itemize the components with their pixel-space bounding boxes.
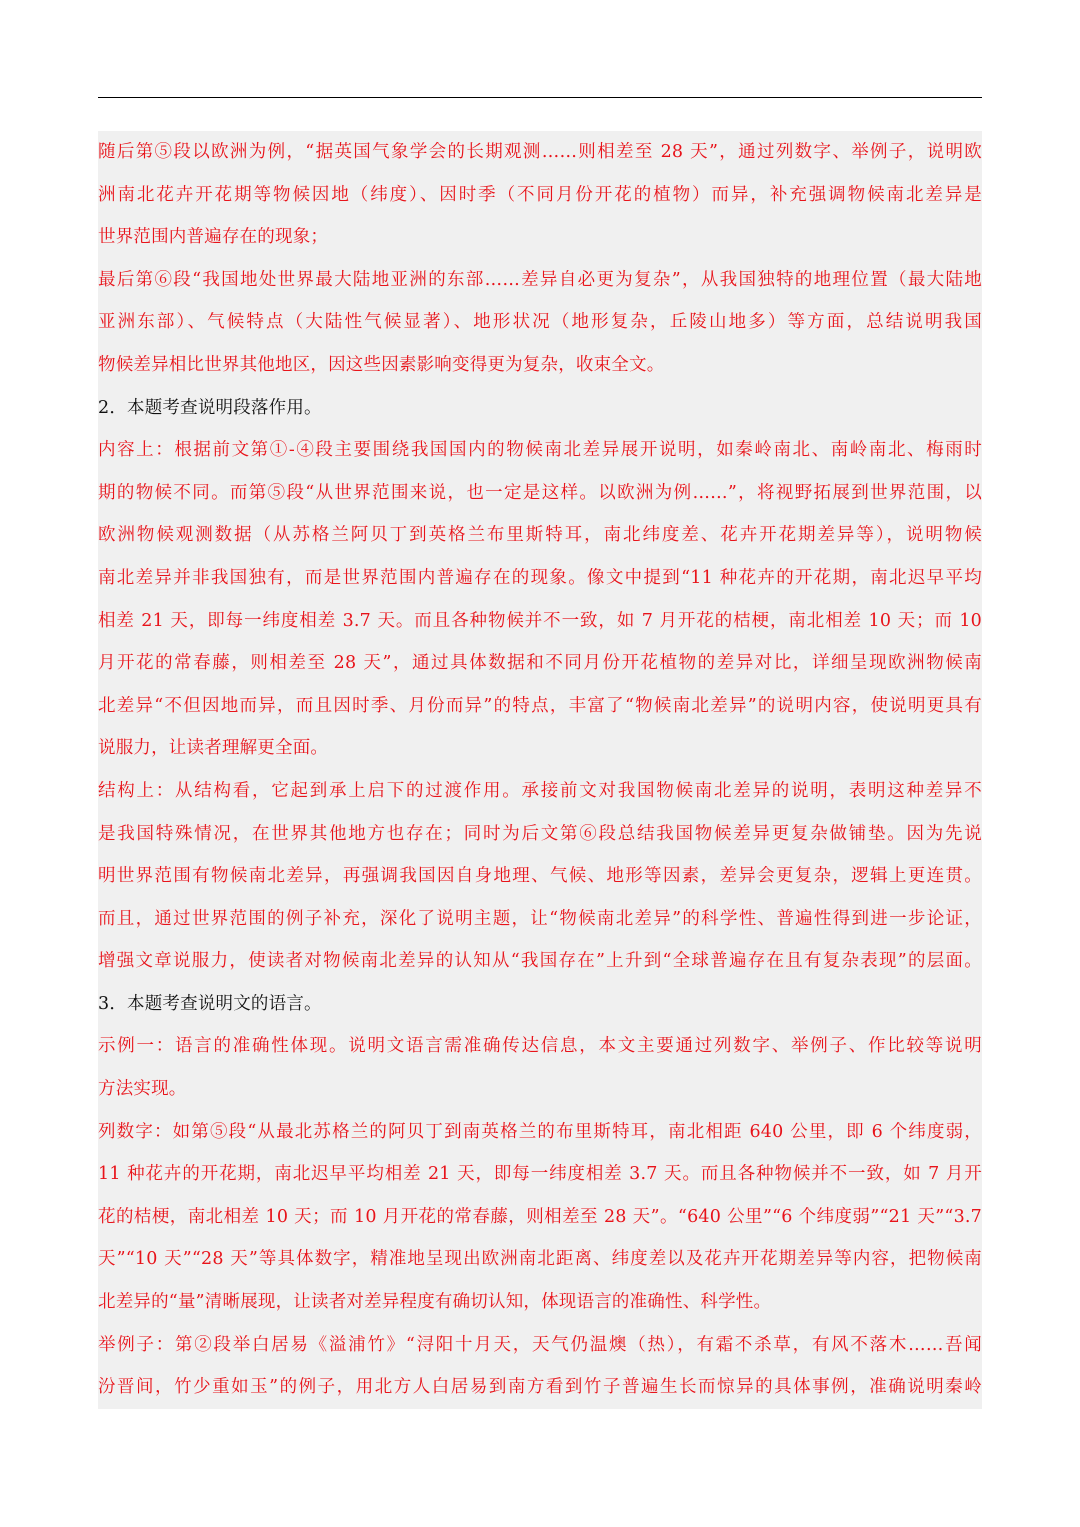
analysis-text-line: 方法实现。 — [98, 1079, 187, 1100]
analysis-text-line: 物候差异相比世界其他地区，因这些因素影响变得更为复杂，收束全文。 — [98, 354, 665, 375]
analysis-text-line: 世界范围内普遍存在的现象； — [98, 227, 329, 248]
analysis-text-line: 11 种花卉的开花期，南北迟早平均相差 21 天，即每一纬度相差 3.7 天。而且各种物候并不一致，如 7 月开 — [98, 1164, 982, 1185]
analysis-text-line: 示例一：语言的准确性体现。说明文语言需准确传达信息，本文主要通过列数字、举例子、作比较等说明 — [98, 1036, 982, 1057]
analysis-text-line: 北差异的“量”清晰展现，让读者对差异程度有确切认知，体现语言的准确性、科学性。 — [98, 1292, 772, 1313]
analysis-text-line: 期的物候不同。而第⑤段“从世界范围来说，也一定是这样。以欧洲为例……”，将视野拓展到世界范围，以 — [98, 482, 982, 503]
question-heading-line: 2．本题考查说明段落作用。 — [98, 397, 322, 418]
analysis-text-line: 内容上：根据前文第①-④段主要围绕我国国内的物候南北差异展开说明，如秦岭南北、南岭南北、梅雨时 — [98, 440, 982, 461]
analysis-text-line: 亚洲东部）、气候特点（大陆性气候显著）、地形状况（地形复杂，丘陵山地多）等方面，总结说明我国 — [98, 312, 982, 333]
analysis-text-line: 随后第⑤段以欧洲为例，“据英国气象学会的长期观测……则相差至 28 天”，通过列数字、举例子，说明欧 — [98, 142, 982, 162]
question-heading-line: 3．本题考查说明文的语言。 — [98, 993, 322, 1014]
analysis-text-line: 南北差异并非我国独有，而是世界范围内普遍存在的现象。像文中提到“11 种花卉的开花期，南北迟早平均 — [98, 567, 982, 588]
analysis-text-line: 是我国特殊情况，在世界其他地方也存在；同时为后文第⑥段总结我国物候差异更复杂做铺垫。因为先说 — [98, 823, 982, 844]
analysis-text-line: 结构上：从结构看，它起到承上启下的过渡作用。承接前文对我国物候南北差异的说明，表明这种差异不 — [98, 780, 982, 801]
analysis-text-line: 欧洲物候观测数据（从苏格兰阿贝丁到英格兰布里斯特耳，南北纬度差、花卉开花期差异等），说明物候 — [98, 525, 982, 546]
analysis-text-line: 天”“10 天”“28 天”等具体数字，精准地呈现出欧洲南北距离、纬度差以及花卉开花期差异等内容，把物候南 — [98, 1249, 982, 1270]
analysis-text-line: 明世界范围有物候南北差异，再强调我国因自身地理、气候、地形等因素，差异会更复杂，逻辑上更连贯。 — [98, 866, 982, 887]
header-rule — [98, 97, 982, 98]
analysis-text-line: 最后第⑥段“我国地处世界最大陆地亚洲的东部……差异自必更为复杂”，从我国独特的地理位置（最大陆地 — [98, 269, 982, 290]
analysis-text-line: 洲南北花卉开花期等物候因地（纬度）、因时季（不同月份开花的植物）而异，补充强调物候南北差异是 — [98, 184, 982, 205]
analysis-text-line: 北差异“不但因地而异，而且因时季、月份而异”的特点，丰富了“物候南北差异”的说明内容，使说明更具有 — [98, 695, 982, 716]
analysis-text-line: 增强文章说服力，使读者对物候南北差异的认知从“我国存在”上升到“全球普遍存在且有复杂表现”的层面。 — [98, 951, 982, 972]
analysis-text-line: 月开花的常春藤，则相差至 28 天”，通过具体数据和不同月份开花植物的差异对比，详细呈现欧洲物候南 — [98, 653, 982, 674]
analysis-text-line: 花的桔梗，南北相差 10 天；而 10 月开花的常春藤，则相差至 28 天”。“640 公里”“6 个纬度弱”“21 天”“3.7 — [98, 1206, 982, 1227]
analysis-text-line: 相差 21 天，即每一纬度相差 3.7 天。而且各种物候并不一致，如 7 月开花的桔梗，南北相差 10 天；而 10 — [98, 610, 982, 631]
analysis-text-line: 举例子：第②段举白居易《溢浦竹》“浔阳十月天，天气仍温燠（热），有霜不杀草，有风不落木……吾闻 — [98, 1334, 982, 1355]
analysis-text-line: 说服力，让读者理解更全面。 — [98, 738, 329, 759]
analysis-text-line: 列数字：如第⑤段“从最北苏格兰的阿贝丁到南英格兰的布里斯特耳，南北相距 640 公里，即 6 个纬度弱， — [98, 1121, 982, 1142]
answer-analysis-text — [98, 131, 982, 1409]
analysis-text-line: 而且，通过世界范围的例子补充，深化了说明主题，让“物候南北差异”的科学性、普遍性得到进一步论证， — [98, 908, 982, 929]
analysis-text-line: 汾晋间，竹少重如玉”的例子，用北方人白居易到南方看到竹子普遍生长而惊异的具体事例，准确说明秦岭 — [98, 1377, 982, 1398]
